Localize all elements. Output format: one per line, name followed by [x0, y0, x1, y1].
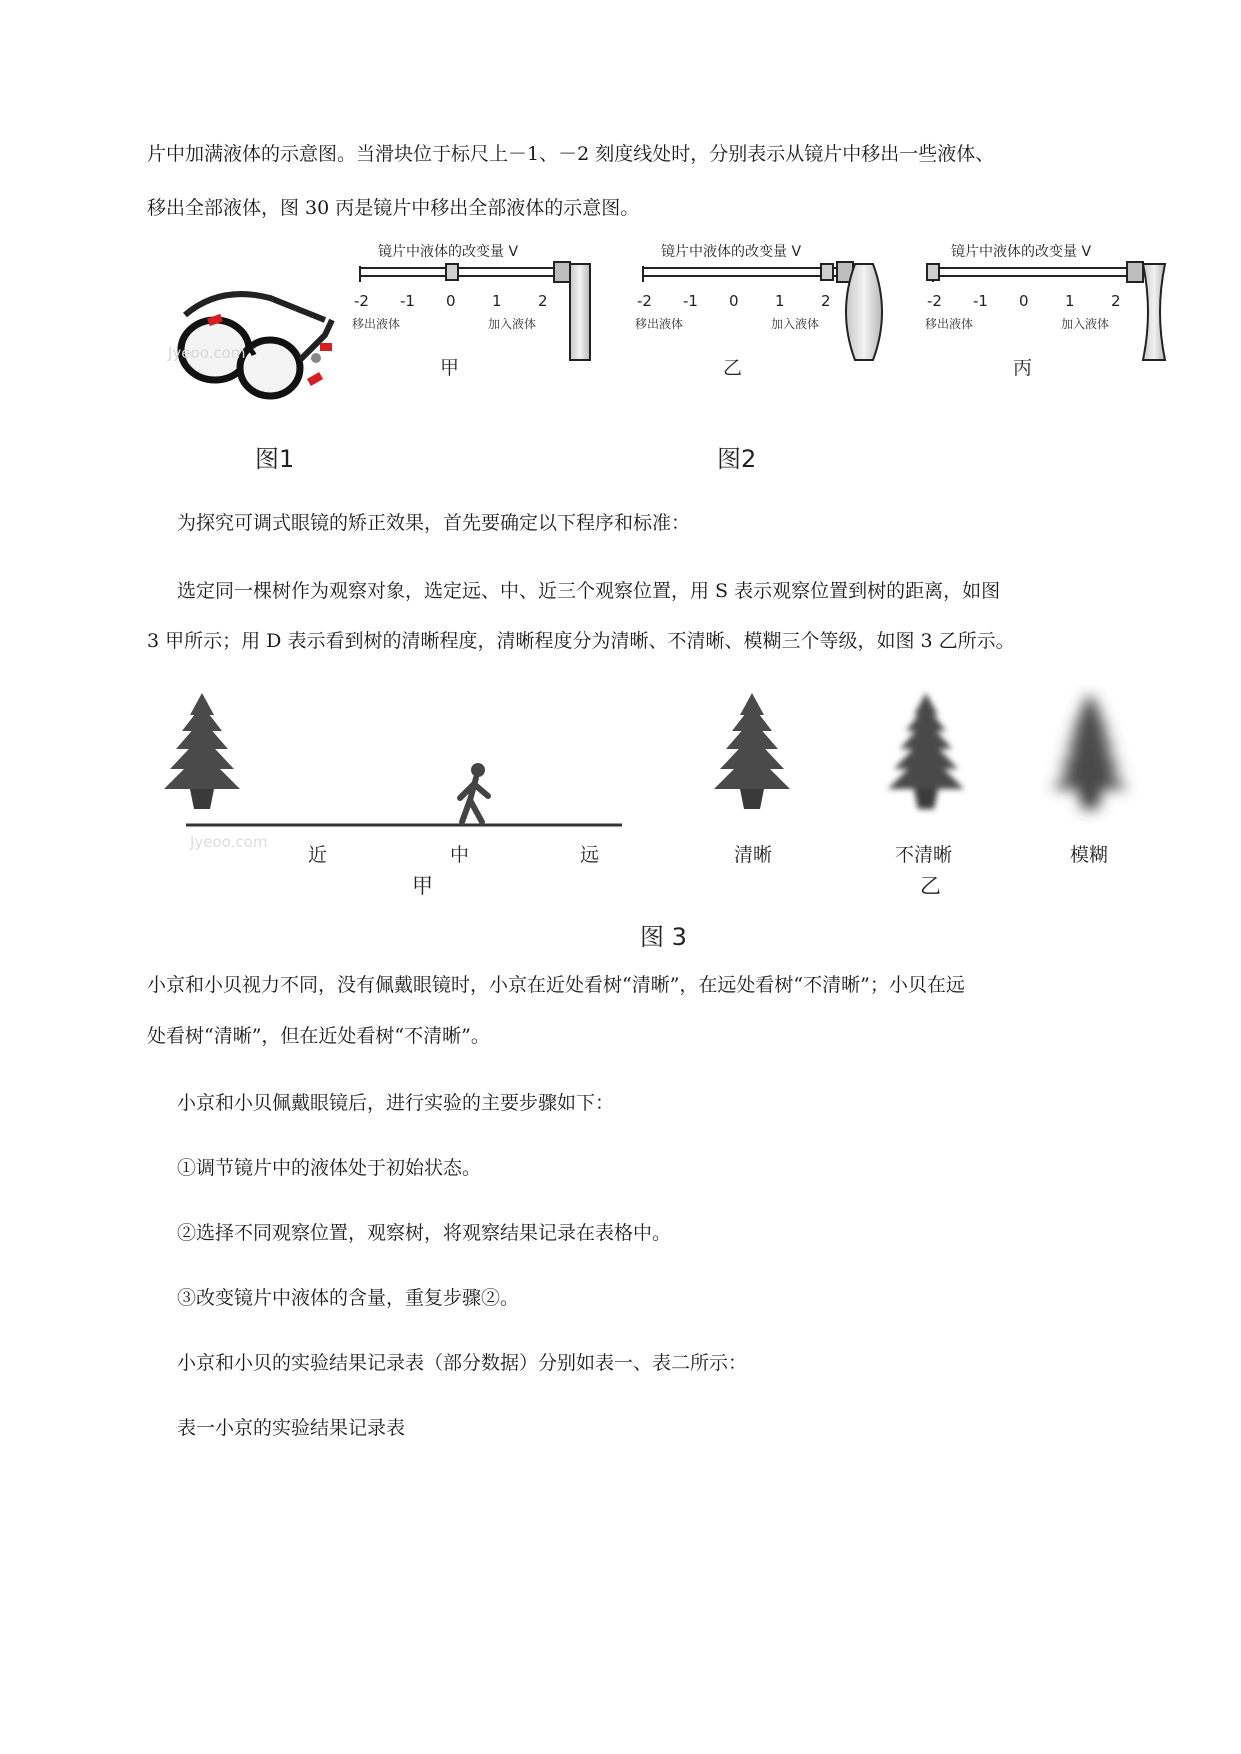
- ruler-tick-label: 2: [821, 292, 831, 310]
- slider-block-1: [821, 264, 833, 280]
- tree-clear: [714, 693, 790, 809]
- distance-label-far: 远: [580, 844, 600, 866]
- fig3-caption: 图 3: [640, 923, 687, 951]
- ruler-right-label: 加入液体: [771, 317, 820, 331]
- ruler-tick-label: 2: [538, 292, 548, 310]
- step-1: ①调节镜片中的液体处于初始状态。: [177, 1157, 482, 1179]
- figure-3-tree-observation: [150, 685, 1241, 955]
- watermark: Jyeoo.com: [190, 833, 268, 851]
- paragraph-2: 为探究可调式眼镜的矫正效果，首先要确定以下程序和标准：: [177, 512, 691, 534]
- ruler-right-label: 加入液体: [488, 317, 537, 331]
- ruler-tick-label: -1: [973, 292, 988, 310]
- paragraph-3-line-1: 选定同一棵树作为观察对象，选定远、中、近三个观察位置，用 S 表示观察位置到树的距离，如图: [177, 580, 1001, 602]
- ruler-tick-label: 0: [446, 292, 456, 310]
- panel-label-2: 丙: [1013, 357, 1033, 379]
- ruler-tick-label: 2: [1111, 292, 1121, 310]
- ruler-tick-label: 1: [1065, 292, 1075, 310]
- adjustable-glasses-illustration: [167, 294, 332, 396]
- distance-label-near: 近: [308, 844, 328, 866]
- tree-unclear: [888, 693, 964, 809]
- ruler-tick-label: 0: [1019, 292, 1029, 310]
- ruler-right-label: 加入液体: [1061, 317, 1110, 331]
- ruler-tick-label: -2: [927, 292, 942, 310]
- panel-label-0: 甲: [440, 357, 460, 379]
- lens-profile-0: [570, 264, 590, 360]
- step-3: ③改变镜片中液体的含量，重复步骤②。: [177, 1287, 520, 1309]
- ruler-tick-label: -1: [400, 292, 415, 310]
- distance-label-middle: 中: [450, 844, 470, 866]
- panel-label-1: 乙: [723, 357, 743, 379]
- ruler-title-0: 镜片中液体的改变量 V: [378, 244, 519, 260]
- paragraph-1-line-1: 片中加满液体的示意图。当滑块位于标尺上－1、－2 刻度线处时，分别表示从镜片中移出一些液体、: [147, 143, 995, 165]
- paragraph-3-line-2: 3 甲所示；用 D 表示看到树的清晰程度，清晰程度分为清晰、不清晰、模糊三个等级，如图 3 乙所示。: [147, 630, 1015, 652]
- figure-glasses-and-rulers: [150, 240, 1241, 490]
- lens-profile-1: [846, 264, 882, 360]
- paragraph-4-line-2: 处看树“清晰”，但在近处看树“不清晰”。: [147, 1025, 490, 1047]
- slider-block-0: [446, 264, 458, 280]
- paragraph-4-line-1: 小京和小贝视力不同，没有佩戴眼镜时，小京在近处看树“清晰”，在远处看树“不清晰”；小贝在远: [147, 974, 965, 996]
- fig3-left-label: 甲: [412, 874, 433, 898]
- ruler-bar-2: [933, 268, 1143, 276]
- ruler-bar-0: [360, 268, 570, 276]
- paragraph-5: 小京和小贝佩戴眼镜后，进行实验的主要步骤如下：: [177, 1092, 615, 1114]
- watermark: Jyeoo.com: [168, 344, 246, 362]
- paragraph-1-line-2: 移出全部液体，图 30 丙是镜片中移出全部液体的示意图。: [147, 197, 640, 219]
- tree-blurry: [1052, 693, 1128, 809]
- ruler-left-label: 移出液体: [635, 317, 684, 331]
- ruler-tick-label: -2: [637, 292, 652, 310]
- ruler-tick-label: 1: [492, 292, 502, 310]
- ruler-tick-label: 1: [775, 292, 785, 310]
- ruler-left-label: 移出液体: [352, 317, 401, 331]
- clarity-diagram: [714, 693, 1128, 898]
- ruler-tick-label: -2: [354, 292, 369, 310]
- distance-diagram: [164, 693, 622, 898]
- table-caption: 表一小京的实验结果记录表: [177, 1417, 406, 1439]
- lens-profile-2: [1143, 264, 1165, 360]
- clarity-label-blurry: 模糊: [1070, 844, 1109, 866]
- paragraph-6: 小京和小贝的实验结果记录表（部分数据）分别如表一、表二所示：: [177, 1352, 748, 1374]
- fig2-caption: 图2: [717, 445, 757, 473]
- fig1-caption: 图1: [255, 445, 295, 473]
- tree-near: [164, 693, 240, 809]
- liquid-rulers: [352, 243, 1165, 379]
- ruler-tick-label: -1: [683, 292, 698, 310]
- clarity-label-clear: 清晰: [734, 844, 773, 866]
- fig3-right-label: 乙: [920, 874, 941, 898]
- ruler-title-1: 镜片中液体的改变量 V: [661, 244, 802, 260]
- ruler-tick-label: 0: [729, 292, 739, 310]
- slider-block-2: [927, 264, 939, 280]
- clarity-label-unclear: 不清晰: [895, 844, 953, 866]
- ruler-title-2: 镜片中液体的改变量 V: [951, 244, 1092, 260]
- step-2: ②选择不同观察位置，观察树，将观察结果记录在表格中。: [177, 1222, 672, 1244]
- ruler-left-label: 移出液体: [925, 317, 974, 331]
- walking-person-icon: [460, 763, 488, 822]
